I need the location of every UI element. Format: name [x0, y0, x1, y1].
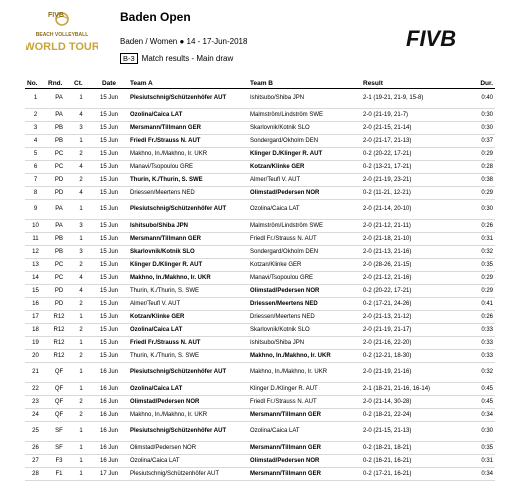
table-header-row: [25, 78, 495, 89]
row-date: 17 Jun: [90, 468, 128, 481]
row-team-a: Plesiutschnig/Schützenhöfer AUT: [128, 422, 248, 442]
row-number: 25: [25, 422, 46, 442]
row-round: QF: [46, 409, 72, 422]
row-duration: 0:33: [465, 324, 495, 337]
row-date: 15 Jun: [90, 220, 128, 233]
row-round: R12: [46, 324, 72, 337]
row-number: 6: [25, 161, 46, 174]
row-date: 16 Jun: [90, 409, 128, 422]
table-row: [25, 298, 495, 311]
row-court: 1: [72, 311, 90, 324]
row-number: 13: [25, 259, 46, 272]
row-result: 0-2 (17-21, 16-21): [361, 468, 465, 481]
row-court: 2: [72, 148, 90, 161]
row-number: 4: [25, 135, 46, 148]
row-team-a: Mersmann/Tillmann GER: [128, 233, 248, 246]
table-row: [25, 409, 495, 422]
row-team-b: Makhno, In./Makhno, Ir. UKR: [248, 363, 361, 383]
row-round: SF: [46, 442, 72, 455]
row-result: 0-2 (20-22, 17-21): [361, 285, 465, 298]
row-date: 15 Jun: [90, 298, 128, 311]
row-court: 1: [72, 363, 90, 383]
results-table: [25, 78, 495, 481]
row-round: PC: [46, 272, 72, 285]
row-team-b: Manavi/Tsopoulou GRE: [248, 272, 361, 285]
logo-fivb-text: FIVB: [48, 12, 64, 19]
row-court: 1: [72, 233, 90, 246]
row-number: 14: [25, 272, 46, 285]
table-row: [25, 337, 495, 350]
row-team-a: Ishitsubo/Shiba JPN: [128, 220, 248, 233]
row-result: 2-0 (21-16, 22-20): [361, 337, 465, 350]
row-number: 24: [25, 409, 46, 422]
row-duration: 0:31: [465, 455, 495, 468]
row-team-b: Driessen/Meertens NED: [248, 311, 361, 324]
table-row: [25, 468, 495, 481]
row-team-a: Makhno, In./Makhno, Ir. UKR: [128, 272, 248, 285]
row-court: 2: [72, 174, 90, 187]
row-team-b: Klinger D./Klinger R. AUT: [248, 148, 361, 161]
row-round: PC: [46, 259, 72, 272]
row-result: 2-0 (21-15, 21-13): [361, 422, 465, 442]
col-header-duration: Dur.: [465, 78, 495, 89]
row-round: PA: [46, 109, 72, 122]
row-court: 1: [72, 89, 90, 109]
row-date: 16 Jun: [90, 442, 128, 455]
row-round: PA: [46, 89, 72, 109]
row-court: 1: [72, 442, 90, 455]
row-team-a: Plesiutschnig/Schützenhöfer AUT: [128, 200, 248, 220]
row-team-b: Olimstad/Pedersen NOR: [248, 455, 361, 468]
row-team-b: Kotzan/Klinke GER: [248, 259, 361, 272]
table-row: [25, 422, 495, 442]
row-team-a: Ozolina/Caica LAT: [128, 455, 248, 468]
row-round: PD: [46, 187, 72, 200]
row-result: 2-0 (28-26, 21-15): [361, 259, 465, 272]
row-team-a: Olimstad/Pedersen NOR: [128, 396, 248, 409]
row-team-a: Manavi/Tsopoulou GRE: [128, 161, 248, 174]
row-round: PD: [46, 298, 72, 311]
row-round: PD: [46, 174, 72, 187]
row-number: 12: [25, 246, 46, 259]
row-result: 2-0 (21-19, 21-7): [361, 109, 465, 122]
row-court: 2: [72, 350, 90, 363]
row-team-a: Makhno, In./Makhno, Ir. UKR: [128, 409, 248, 422]
row-duration: 0:29: [465, 148, 495, 161]
row-team-b: Mersmann/Tillmann GER: [248, 442, 361, 455]
row-number: 28: [25, 468, 46, 481]
row-court: 1: [72, 422, 90, 442]
row-round: PB: [46, 246, 72, 259]
row-team-a: Ozolina/Caica LAT: [128, 383, 248, 396]
row-round: PC: [46, 148, 72, 161]
row-round: QF: [46, 363, 72, 383]
row-court: 2: [72, 324, 90, 337]
row-team-a: Almer/Teufl V. AUT: [128, 298, 248, 311]
row-date: 16 Jun: [90, 363, 128, 383]
col-header-date: Date: [90, 78, 128, 89]
row-duration: 0:45: [465, 396, 495, 409]
row-team-a: Friedl Fr./Strauss N. AUT: [128, 337, 248, 350]
row-date: 15 Jun: [90, 350, 128, 363]
row-date: 15 Jun: [90, 161, 128, 174]
logo-line2: WORLD TOUR: [26, 41, 98, 53]
row-duration: 0:29: [465, 187, 495, 200]
logo-line1: BEACH VOLLEYBALL: [35, 32, 89, 38]
row-round: QF: [46, 396, 72, 409]
page-title: Baden Open: [120, 10, 191, 24]
row-court: 4: [72, 272, 90, 285]
row-court: 1: [72, 468, 90, 481]
row-team-a: Plesiutschnig/Schützenhöfer AUT: [128, 89, 248, 109]
row-duration: 0:28: [465, 161, 495, 174]
row-number: 26: [25, 442, 46, 455]
row-number: 20: [25, 350, 46, 363]
row-duration: 0:34: [465, 409, 495, 422]
row-number: 3: [25, 122, 46, 135]
row-team-b: Skarlovnik/Kotnik SLO: [248, 122, 361, 135]
table-row: [25, 363, 495, 383]
table-row: [25, 161, 495, 174]
row-team-b: Mersmann/Tillmann GER: [248, 468, 361, 481]
table-row: [25, 135, 495, 148]
table-row: [25, 455, 495, 468]
row-duration: 0:45: [465, 383, 495, 396]
row-result: 2-0 (21-12, 21-16): [361, 272, 465, 285]
row-team-a: Makhno, In./Makhno, Ir. UKR: [128, 148, 248, 161]
row-result: 2-0 (21-19, 21-17): [361, 324, 465, 337]
row-team-b: Ishitsubo/Shiba JPN: [248, 89, 361, 109]
row-number: 18: [25, 324, 46, 337]
row-team-a: Plesiutschnig/Schützenhöfer AUT: [128, 363, 248, 383]
row-court: 4: [72, 161, 90, 174]
row-number: 19: [25, 337, 46, 350]
row-court: 1: [72, 455, 90, 468]
row-date: 15 Jun: [90, 200, 128, 220]
row-result: 2-0 (21-15, 21-14): [361, 122, 465, 135]
table-row: [25, 350, 495, 363]
col-header-round: Rnd.: [46, 78, 72, 89]
row-number: 22: [25, 383, 46, 396]
row-date: 15 Jun: [90, 337, 128, 350]
row-date: 15 Jun: [90, 174, 128, 187]
row-result: 0-2 (12-21, 18-30): [361, 350, 465, 363]
table-row: [25, 233, 495, 246]
row-court: 4: [72, 187, 90, 200]
row-result: 2-1 (18-21, 21-16, 16-14): [361, 383, 465, 396]
row-court: 3: [72, 246, 90, 259]
row-date: 15 Jun: [90, 233, 128, 246]
world-tour-logo: [26, 6, 98, 58]
row-team-b: Friedl Fr./Strauss N. AUT: [248, 233, 361, 246]
fivb-logo: [406, 24, 476, 52]
row-team-b: Almer/Teufl V. AUT: [248, 174, 361, 187]
table-row: [25, 272, 495, 285]
row-result: 2-0 (21-14, 30-28): [361, 396, 465, 409]
row-date: 16 Jun: [90, 396, 128, 409]
col-header-court: Ct.: [72, 78, 90, 89]
row-duration: 0:34: [465, 468, 495, 481]
row-duration: 0:33: [465, 337, 495, 350]
row-date: 15 Jun: [90, 311, 128, 324]
table-row: [25, 122, 495, 135]
row-date: 15 Jun: [90, 122, 128, 135]
report-caption-text: Match results - Main draw: [141, 54, 234, 63]
row-duration: 0:26: [465, 220, 495, 233]
row-date: 15 Jun: [90, 89, 128, 109]
col-header-no: No.: [25, 78, 46, 89]
row-team-a: Kotzan/Klinke GER: [128, 311, 248, 324]
row-result: 2-0 (21-13, 21-16): [361, 246, 465, 259]
row-team-a: Olimstad/Pedersen NOR: [128, 442, 248, 455]
row-court: 1: [72, 200, 90, 220]
row-court: 2: [72, 298, 90, 311]
row-result: 0-2 (18-21, 18-21): [361, 442, 465, 455]
table-row: [25, 246, 495, 259]
row-duration: 0:40: [465, 89, 495, 109]
row-court: 3: [72, 220, 90, 233]
row-team-b: Makhno, In./Makhno, Ir. UKR: [248, 350, 361, 363]
row-duration: 0:33: [465, 350, 495, 363]
row-number: 10: [25, 220, 46, 233]
row-date: 15 Jun: [90, 272, 128, 285]
row-round: R12: [46, 350, 72, 363]
row-team-a: Friedl Fr./Strauss N. AUT: [128, 135, 248, 148]
row-result: 0-2 (17-21, 24-26): [361, 298, 465, 311]
row-date: 15 Jun: [90, 187, 128, 200]
row-date: 16 Jun: [90, 455, 128, 468]
row-team-b: Ishitsubo/Shiba JPN: [248, 337, 361, 350]
row-court: 4: [72, 109, 90, 122]
row-duration: 0:38: [465, 174, 495, 187]
row-result: 2-0 (21-12, 21-11): [361, 220, 465, 233]
table-row: [25, 200, 495, 220]
row-round: R12: [46, 311, 72, 324]
row-number: 8: [25, 187, 46, 200]
row-date: 16 Jun: [90, 383, 128, 396]
row-team-b: Kotzan/Klinke GER: [248, 161, 361, 174]
results-table-body: [25, 89, 495, 481]
col-header-team-a: Team A: [128, 78, 248, 89]
table-row: [25, 220, 495, 233]
row-team-b: Friedl Fr./Strauss N. AUT: [248, 396, 361, 409]
table-row: [25, 311, 495, 324]
row-team-b: Malmström/Lindström SWE: [248, 220, 361, 233]
row-team-a: Mersmann/Tillmann GER: [128, 122, 248, 135]
row-team-b: Olimstad/Pedersen NOR: [248, 285, 361, 298]
row-date: 16 Jun: [90, 422, 128, 442]
row-duration: 0:37: [465, 135, 495, 148]
row-duration: 0:29: [465, 272, 495, 285]
row-team-a: Klinger D./Klinger R. AUT: [128, 259, 248, 272]
table-row: [25, 396, 495, 409]
row-team-a: Skarlovnik/Kotnik SLO: [128, 246, 248, 259]
row-number: 21: [25, 363, 46, 383]
row-round: PC: [46, 161, 72, 174]
row-duration: 0:32: [465, 246, 495, 259]
row-duration: 0:30: [465, 122, 495, 135]
table-row: [25, 285, 495, 298]
row-round: PB: [46, 135, 72, 148]
row-team-a: Driessen/Meertens NED: [128, 187, 248, 200]
table-row: [25, 148, 495, 161]
row-date: 15 Jun: [90, 324, 128, 337]
row-result: 0-2 (13-21, 17-21): [361, 161, 465, 174]
row-number: 2: [25, 109, 46, 122]
row-team-b: Sondergard/Okholm DEN: [248, 135, 361, 148]
table-row: [25, 324, 495, 337]
row-duration: 0:35: [465, 442, 495, 455]
row-round: QF: [46, 383, 72, 396]
row-number: 9: [25, 200, 46, 220]
row-number: 17: [25, 311, 46, 324]
row-date: 15 Jun: [90, 135, 128, 148]
row-result: 2-1 (19-21, 21-9, 15-8): [361, 89, 465, 109]
col-header-result: Result: [361, 78, 465, 89]
table-row: [25, 187, 495, 200]
row-team-b: Skarlovnik/Kotnik SLO: [248, 324, 361, 337]
row-duration: 0:30: [465, 109, 495, 122]
row-duration: 0:32: [465, 363, 495, 383]
row-duration: 0:31: [465, 233, 495, 246]
row-date: 15 Jun: [90, 109, 128, 122]
row-result: 2-0 (21-18, 21-10): [361, 233, 465, 246]
row-duration: 0:30: [465, 422, 495, 442]
row-court: 2: [72, 259, 90, 272]
row-team-a: Thurin, K./Thurin, S. SWE: [128, 174, 248, 187]
row-date: 15 Jun: [90, 246, 128, 259]
row-result: 0-2 (20-22, 17-21): [361, 148, 465, 161]
row-duration: 0:29: [465, 285, 495, 298]
row-team-b: Sondergard/Okholm DEN: [248, 246, 361, 259]
row-round: SF: [46, 422, 72, 442]
row-number: 7: [25, 174, 46, 187]
row-date: 15 Jun: [90, 259, 128, 272]
row-result: 2-0 (21-17, 21-13): [361, 135, 465, 148]
row-team-b: Ozolina/Caica LAT: [248, 200, 361, 220]
row-duration: 0:35: [465, 259, 495, 272]
row-round: PA: [46, 200, 72, 220]
event-subtitle: Baden / Women ● 14 - 17-Jun-2018: [120, 37, 248, 46]
row-result: 0-2 (16-21, 16-21): [361, 455, 465, 468]
row-date: 15 Jun: [90, 285, 128, 298]
row-team-a: Plesiutschnig/Schützenhöfer AUT: [128, 468, 248, 481]
table-row: [25, 383, 495, 396]
row-court: 1: [72, 383, 90, 396]
row-round: F1: [46, 468, 72, 481]
table-row: [25, 174, 495, 187]
table-row: [25, 442, 495, 455]
row-duration: 0:30: [465, 200, 495, 220]
row-round: PA: [46, 220, 72, 233]
row-team-b: Klinger D./Klinger R. AUT: [248, 383, 361, 396]
row-round: PB: [46, 122, 72, 135]
col-header-team-b: Team B: [248, 78, 361, 89]
row-number: 15: [25, 285, 46, 298]
row-round: R12: [46, 337, 72, 350]
fivb-logo-text: FIVB: [406, 26, 457, 51]
row-date: 15 Jun: [90, 148, 128, 161]
row-number: 27: [25, 455, 46, 468]
row-duration: 0:41: [465, 298, 495, 311]
row-duration: 0:26: [465, 311, 495, 324]
row-team-b: Ozolina/Caica LAT: [248, 422, 361, 442]
row-number: 23: [25, 396, 46, 409]
row-team-b: Malmström/Lindström SWE: [248, 109, 361, 122]
report-code: B-3: [120, 53, 138, 64]
row-team-b: Driessen/Meertens NED: [248, 298, 361, 311]
row-result: 2-0 (21-19, 23-21): [361, 174, 465, 187]
row-court: 2: [72, 396, 90, 409]
row-round: PD: [46, 285, 72, 298]
row-team-a: Thurin, K./Thurin, S. SWE: [128, 350, 248, 363]
table-row: [25, 109, 495, 122]
row-result: 2-0 (21-14, 20-10): [361, 200, 465, 220]
row-team-b: Mersmann/Tillmann GER: [248, 409, 361, 422]
row-team-b: Olimstad/Pedersen NOR: [248, 187, 361, 200]
row-number: 5: [25, 148, 46, 161]
row-result: 2-0 (21-19, 21-16): [361, 363, 465, 383]
row-round: F3: [46, 455, 72, 468]
row-result: 0-2 (11-21, 12-21): [361, 187, 465, 200]
row-team-a: Thurin, K./Thurin, S. SWE: [128, 285, 248, 298]
row-number: 11: [25, 233, 46, 246]
table-row: [25, 259, 495, 272]
row-court: 3: [72, 122, 90, 135]
row-court: 4: [72, 285, 90, 298]
row-team-a: Ozolina/Caica LAT: [128, 324, 248, 337]
report-caption: [120, 54, 233, 63]
row-team-a: Ozolina/Caica LAT: [128, 109, 248, 122]
row-court: 1: [72, 135, 90, 148]
row-result: 0-2 (18-21, 22-24): [361, 409, 465, 422]
row-round: PB: [46, 233, 72, 246]
table-row: [25, 89, 495, 109]
row-number: 1: [25, 89, 46, 109]
row-number: 16: [25, 298, 46, 311]
row-court: 1: [72, 337, 90, 350]
row-result: 2-0 (21-13, 21-12): [361, 311, 465, 324]
row-court: 2: [72, 409, 90, 422]
